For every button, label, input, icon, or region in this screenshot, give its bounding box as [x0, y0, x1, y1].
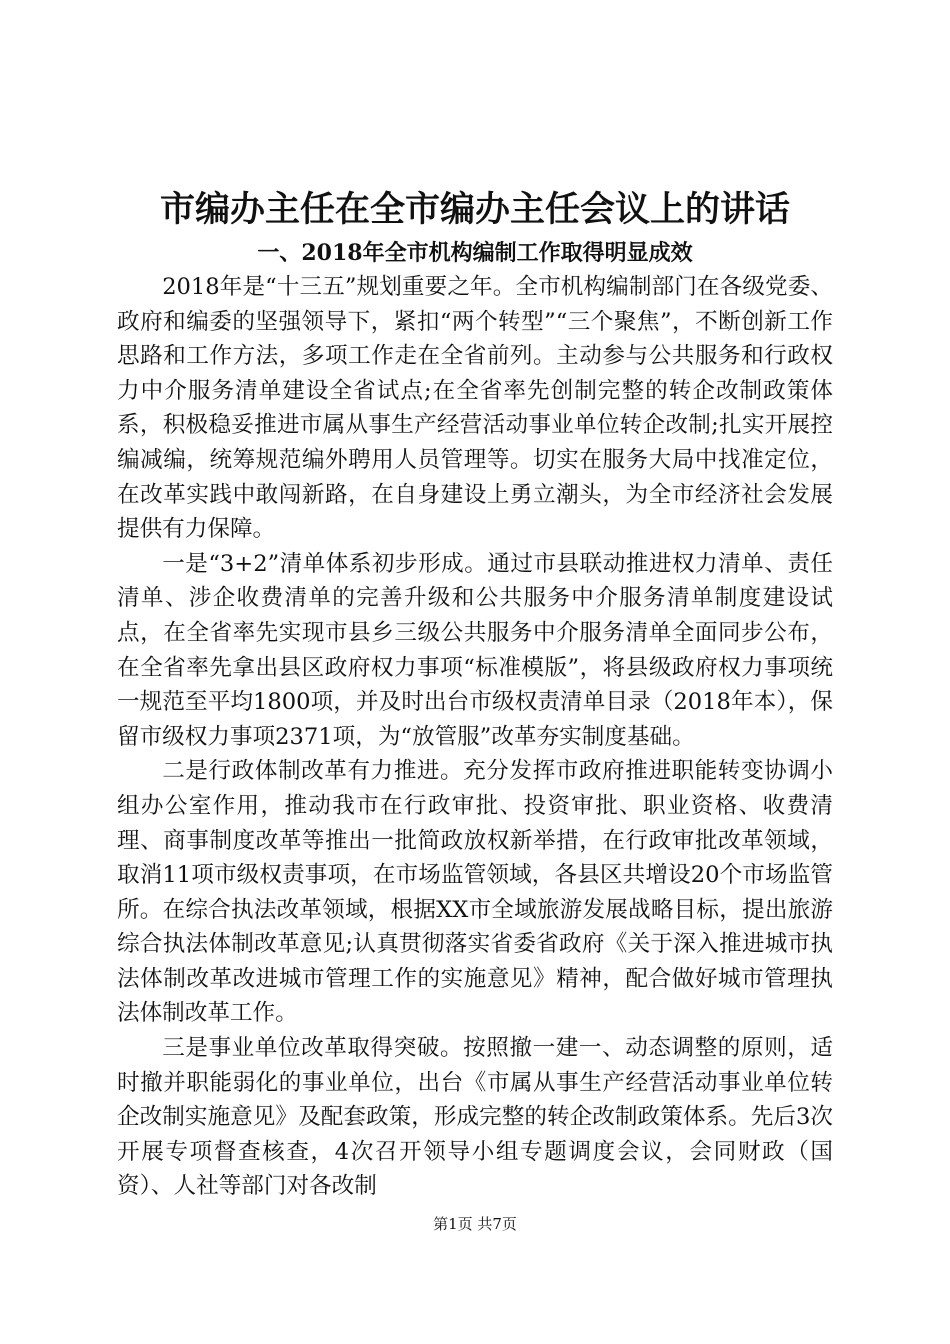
document-title: 市编办主任在全市编办主任会议上的讲话	[159, 189, 790, 230]
document-body	[117, 270, 833, 1204]
section-heading: 一、2018年全市机构编制工作取得明显成效	[257, 240, 693, 266]
page-number-footer: 第1页 共7页	[433, 1215, 517, 1233]
paragraph-institution-reform: 三是事业单位改革取得突破。按照撤一建一、动态调整的原则，适时撤并职能弱化的事业单位，出台《市属从事生产经营活动事业单位转企改制实施意见》及配套政策，形成完整的转企改制政策体系。先后3次开展专项督查核查，4次召开领导小组专题调度会议，会同财政（国资）、人社等部门对各改制	[117, 1035, 833, 1200]
paragraph-admin-reform: 二是行政体制改革有力推进。充分发挥市政府推进职能转变协调小组办公室作用，推动我市在行政审批、投资审批、职业资格、收费清理、商事制度改革等推出一批简政放权新举措，在行政审批改革领域，取消11项市级权责事项，在市场监管领域，各县区共增设20个市场监管所。在综合执法改革领域，根据XX市全域旅游发展战略目标，提出旅游综合执法体制改革意见;认真贯彻落实省委省政府《关于深入推进城市执法体制改革改进城市管理工作的实施意见》精神，配合做好城市管理执法体制改革工作。	[117, 758, 833, 1027]
paragraph-intro: 2018年是“十三五”规划重要之年。全市机构编制部门在各级党委、政府和编委的坚强领导下，紧扣“两个转型”“三个聚焦”，不断创新工作思路和工作方法，多项工作走在全省前列。主动参与公共服务和行政权力中介服务清单建设全省试点;在全省率先创制完整的转企改制政策体系，积极稳妥推进市属从事生产经营活动事业单位转企改制;扎实开展控编减编，统筹规范编外聘用人员管理等。切实在服务大局中找准定位，在改革实践中敢闯新路，在自身建设上勇立潮头，为全市经济社会发展提供有力保障。	[117, 274, 833, 543]
paragraph-list-system: 一是“3+2”清单体系初步形成。通过市县联动推进权力清单、责任清单、涉企收费清单的完善升级和公共服务中介服务清单制度建设试点，在全省率先实现市县乡三级公共服务中介服务清单全面同步公布，在全省率先拿出县区政府权力事项“标准模版”，将县级政府权力事项统一规范至平均1800项，并及时出台市级权责清单目录（2018年本），保留市级权力事项2371项，为“放管服”改革夯实制度基础。	[117, 550, 833, 750]
